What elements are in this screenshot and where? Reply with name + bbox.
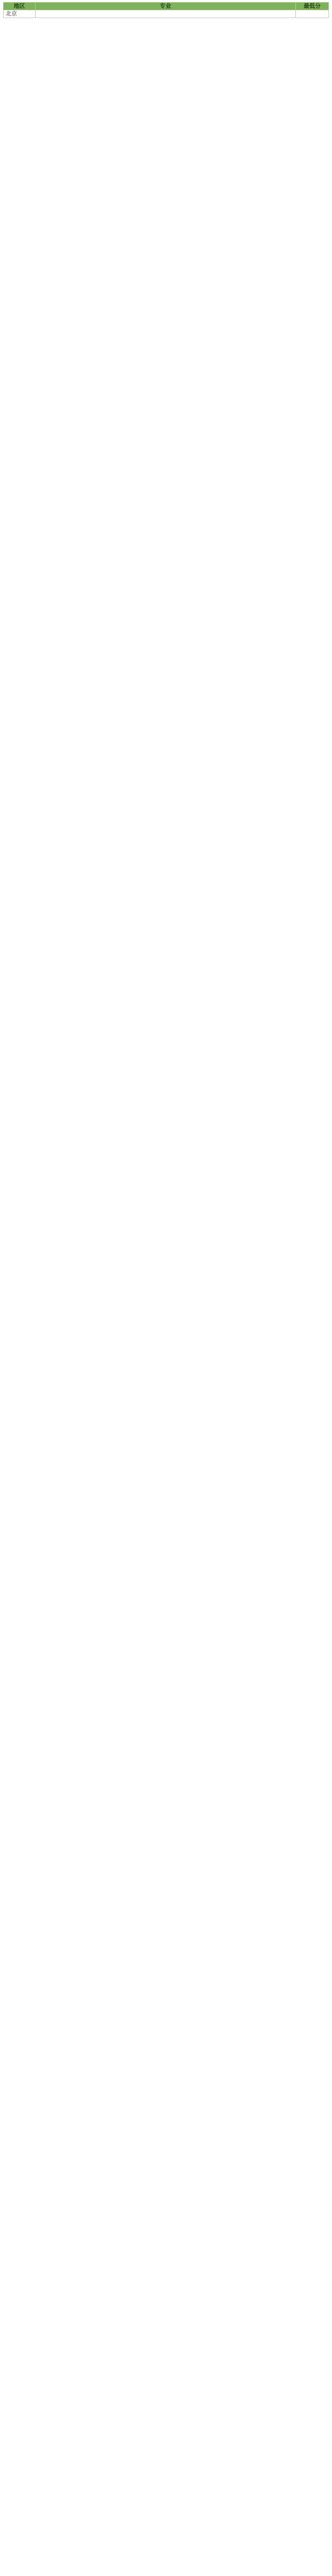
region-column-header: 地区 (4, 3, 36, 10)
table-row (4, 10, 329, 18)
region-cell: 北京 (4, 10, 36, 18)
major-column-header: 专业 (36, 3, 296, 10)
header-row (4, 3, 329, 10)
page (0, 0, 332, 18)
score-table (3, 2, 329, 18)
table-header (4, 3, 329, 10)
table-body (4, 10, 329, 18)
score-column-header: 最低分 (296, 3, 329, 10)
major-cell (36, 10, 296, 18)
score-cell (296, 10, 329, 18)
